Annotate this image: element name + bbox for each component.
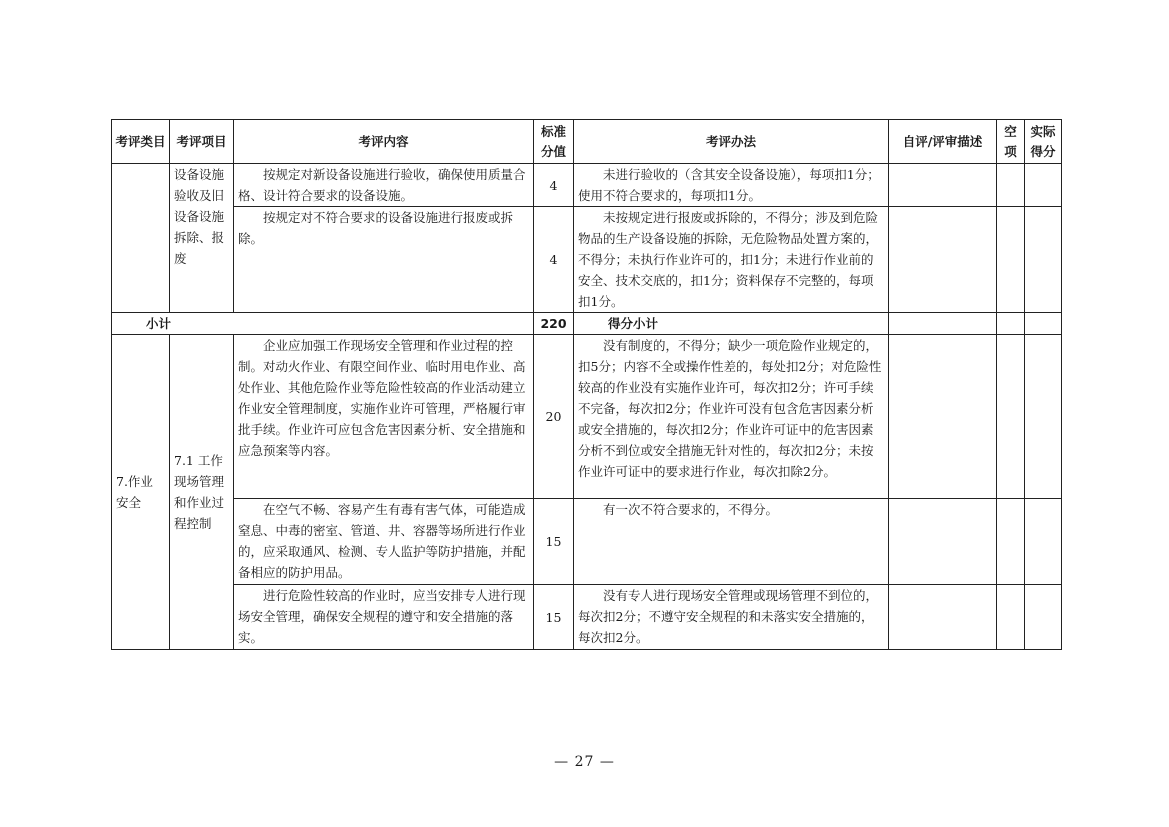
method-cell: 没有制度的，不得分；缺少一项危险作业规定的，扣5分；内容不全或操作性差的，每处扣2分；对危险性较高的作业没有实施作业许可，每次扣2分；许可手续不完备，每次扣2分；作业许可没有包含危害因素分析或安全措施的，每次扣2分；作业许可证中的危害因素分析不到位或安全措施无针对性的，每次扣2分；未按作业许可证中的要求进行作业，每次扣除2分。 <box>574 335 889 499</box>
evaluation-table <box>111 119 1062 650</box>
header-content: 考评内容 <box>234 120 534 164</box>
actual-score-cell[interactable] <box>1025 164 1062 207</box>
method-cell: 有一次不符合要求的，不得分。 <box>574 499 889 585</box>
blank-cell[interactable] <box>997 335 1025 499</box>
self-eval-cell[interactable] <box>889 499 997 585</box>
score-cell: 4 <box>534 164 574 207</box>
item-cell: 7.1 工作现场管理和作业过程控制 <box>170 335 234 650</box>
header-method: 考评办法 <box>574 120 889 164</box>
actual-score-cell[interactable] <box>1025 585 1062 650</box>
self-eval-cell[interactable] <box>889 164 997 207</box>
table-row <box>112 585 1062 650</box>
subtotal-row <box>112 313 1062 335</box>
page-number: — 27 — <box>554 754 615 770</box>
header-blank: 空项 <box>997 120 1025 164</box>
table-row <box>112 499 1062 585</box>
header-score: 标准分值 <box>534 120 574 164</box>
item-cell: 设备设施验收及旧设备设施拆除、报废 <box>170 164 234 313</box>
method-cell: 没有专人进行现场安全管理或现场管理不到位的，每次扣2分；不遵守安全规程的和未落实安全措施的，每次扣2分。 <box>574 585 889 650</box>
blank-cell[interactable] <box>997 207 1025 313</box>
blank-cell[interactable] <box>997 585 1025 650</box>
header-actual: 实际得分 <box>1025 120 1062 164</box>
content-cell: 按规定对不符合要求的设备设施进行报废或拆除。 <box>234 207 534 313</box>
score-cell: 20 <box>534 335 574 499</box>
self-eval-cell[interactable] <box>889 335 997 499</box>
blank-cell[interactable] <box>997 313 1025 335</box>
content-cell: 企业应加强工作现场安全管理和作业过程的控制。对动火作业、有限空间作业、临时用电作业、高处作业、其他危险作业等危险性较高的作业活动建立作业安全管理制度，实施作业许可管理，严格履行审批手续。作业许可应包含危害因素分析、安全措施和应急预案等内容。 <box>234 335 534 499</box>
score-cell: 15 <box>534 585 574 650</box>
actual-score-cell[interactable] <box>1025 335 1062 499</box>
subtotal-score: 220 <box>534 313 574 335</box>
actual-score-cell[interactable] <box>1025 499 1062 585</box>
table-row <box>112 207 1062 313</box>
header-item: 考评项目 <box>170 120 234 164</box>
table-row <box>112 164 1062 207</box>
header-row <box>112 120 1062 164</box>
content-cell: 进行危险性较高的作业时，应当安排专人进行现场安全管理，确保安全规程的遵守和安全措施的落实。 <box>234 585 534 650</box>
table-row <box>112 335 1062 499</box>
actual-score-cell[interactable] <box>1025 313 1062 335</box>
content-cell: 在空气不畅、容易产生有毒有害气体，可能造成窒息、中毒的密室、管道、井、容器等场所进行作业的，应采取通风、检测、专人监护等防护措施，并配备相应的防护用品。 <box>234 499 534 585</box>
self-eval-cell[interactable] <box>889 585 997 650</box>
content-cell: 按规定对新设备设施进行验收，确保使用质量合格、设计符合要求的设备设施。 <box>234 164 534 207</box>
score-cell: 4 <box>534 207 574 313</box>
category-cell: 7.作业安全 <box>112 335 170 650</box>
header-self-eval: 自评/评审描述 <box>889 120 997 164</box>
blank-cell[interactable] <box>997 164 1025 207</box>
method-cell: 未按规定进行报废或拆除的，不得分；涉及到危险物品的生产设备设施的拆除，无危险物品处置方案的，不得分；未执行作业许可的，扣1分；未进行作业前的安全、技术交底的，扣1分；资料保存不完整的，每项扣1分。 <box>574 207 889 313</box>
category-cell-empty <box>112 164 170 313</box>
blank-cell[interactable] <box>997 499 1025 585</box>
actual-score-cell[interactable] <box>1025 207 1062 313</box>
self-eval-cell[interactable] <box>889 313 997 335</box>
score-cell: 15 <box>534 499 574 585</box>
subtotal-method-label: 得分小计 <box>574 313 889 335</box>
header-category: 考评类目 <box>112 120 170 164</box>
subtotal-label: 小计 <box>112 313 534 335</box>
self-eval-cell[interactable] <box>889 207 997 313</box>
method-cell: 未进行验收的（含其安全设备设施），每项扣1分；使用不符合要求的，每项扣1分。 <box>574 164 889 207</box>
